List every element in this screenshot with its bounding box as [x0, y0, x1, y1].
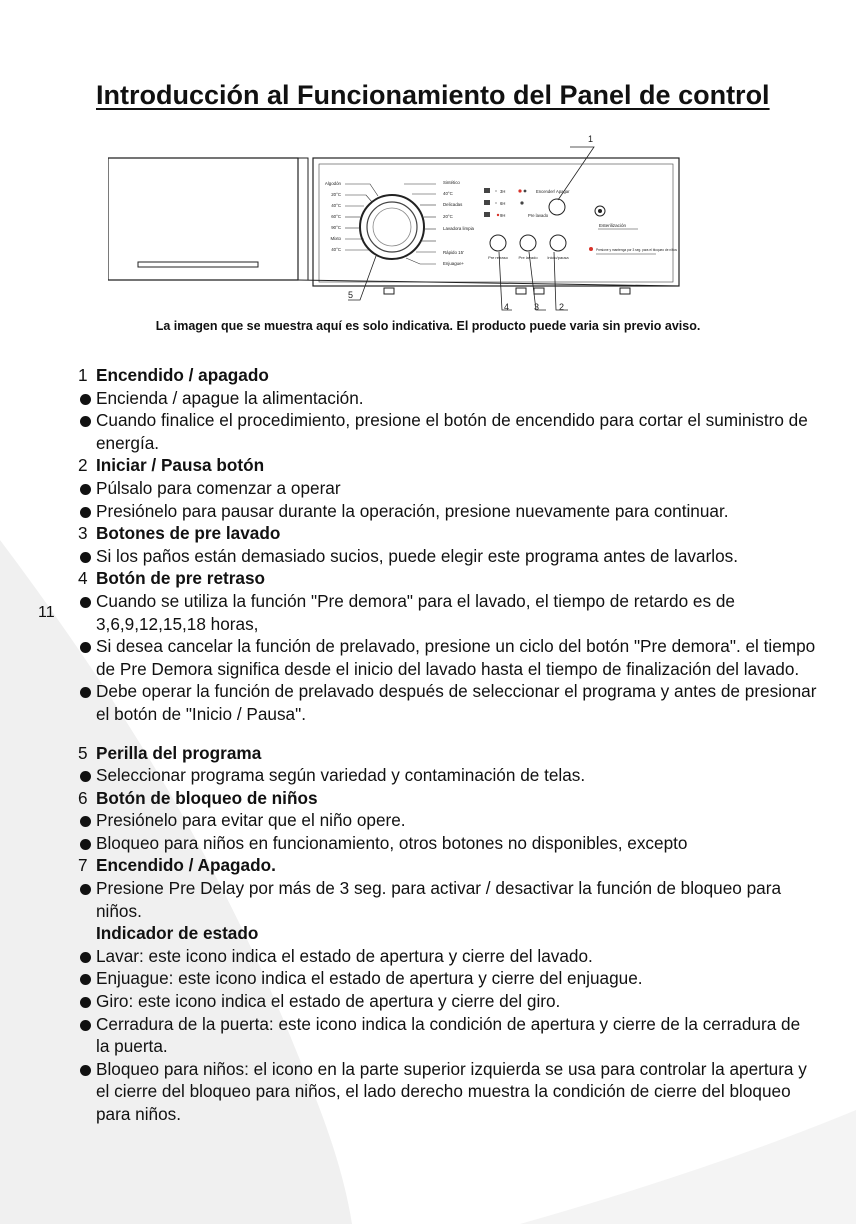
- bullet-item: Si los paños están demasiado sucios, puede elegir este programa antes de lavarlos.: [78, 545, 818, 568]
- program-label: Algodón: [324, 181, 341, 186]
- section-number: 2: [78, 455, 88, 476]
- section-heading: [78, 854, 818, 877]
- section-number: 4: [78, 568, 88, 589]
- section-gap: [78, 726, 818, 742]
- section-title: Encendido / apagado: [96, 365, 269, 385]
- button-label: Pre retraso: [488, 255, 508, 260]
- bullet-item: Cuando se utiliza la función "Pre demora" para el lavado, el tiempo de retardo es de 3,6,9,12,15,18 horas,: [78, 590, 818, 635]
- section-title: Iniciar / Pausa botón: [96, 455, 265, 476]
- bullet-item: Bloqueo para niños en funcionamiento, otros botones no disponibles, excepto: [78, 832, 818, 855]
- page-title: Introducción al Funcionamiento del Panel de control: [96, 80, 770, 110]
- section-number: 1: [78, 365, 88, 385]
- power-button[interactable]: [549, 199, 565, 215]
- program-label: Delicadas: [443, 202, 463, 207]
- pre-delay-button[interactable]: [490, 235, 506, 251]
- section-number: 3: [78, 523, 88, 544]
- section-title: Perilla del programa: [96, 742, 262, 763]
- section-heading: [78, 787, 818, 810]
- button-label: Inicio/pausa: [547, 255, 569, 260]
- section-number: 6: [78, 787, 88, 808]
- bullet-item: Presione Pre Delay por más de 3 seg. para activar / desactivar la función de bloqueo para niños.: [78, 877, 818, 922]
- start-pause-button[interactable]: [550, 235, 566, 251]
- button-label: Pre lavado: [518, 255, 538, 260]
- program-label: 20°C: [331, 192, 341, 197]
- program-label: Enjuague+: [443, 261, 465, 266]
- status-label: 9H: [500, 213, 506, 218]
- bullet-item: Giro: este icono indica el estado de apertura y cierre del giro.: [78, 990, 818, 1013]
- instruction-list: [78, 364, 818, 1126]
- bullet-item: Púlsalo para comenzar a operar: [78, 477, 818, 500]
- section-number: 7: [78, 855, 88, 876]
- bullet-item: Bloqueo para niños: el icono en la parte superior izquierda se usa para controlar la apertura y el cierre del bloqueo para niños, el lado derecho muestra la condición de cierre del bloqueo para niños.: [78, 1058, 818, 1126]
- status-label: 3H: [500, 189, 506, 194]
- page-number: 11: [38, 604, 55, 621]
- program-label: Sintético: [443, 180, 460, 185]
- power-label: Encender/ Apagar: [536, 189, 570, 194]
- callout-label: 5: [348, 290, 354, 300]
- program-label: 90°C: [331, 225, 341, 230]
- section-heading: [78, 742, 818, 765]
- child-lock-note: Presione y mantenga por 3 seg. para el bloqueo de niños: [596, 248, 677, 252]
- program-label: 40°C: [443, 191, 453, 196]
- sterilize-label: Esterilización: [599, 223, 627, 228]
- program-knob: [360, 195, 424, 259]
- section-title: Botones de pre lavado: [96, 523, 281, 544]
- section-title: Botón de bloqueo de niños: [96, 787, 318, 808]
- section-heading: [78, 922, 818, 945]
- bullet-item: Lavar: este icono indica el estado de apertura y cierre del lavado.: [78, 945, 818, 968]
- section-title: Encendido / Apagado.: [96, 855, 276, 876]
- bullet-item: Debe operar la función de prelavado después de seleccionar el programa y antes de presionar el botón de "Inicio / Pausa".: [78, 680, 818, 725]
- callout-label: 4: [504, 302, 510, 312]
- section-number: 5: [78, 742, 88, 763]
- bullet-item: Encienda / apague la alimentación.: [78, 387, 818, 410]
- callout-label: 3: [534, 302, 540, 312]
- bullet-item: Enjuague: este icono indica el estado de apertura y cierre del enjuague.: [78, 967, 818, 990]
- program-label: Mixto: [330, 236, 341, 241]
- bullet-item: Si desea cancelar la función de prelavado, presione un ciclo del botón "Pre demora". el tiempo de Pre Demora significa desde el inicio del lavado hasta el tiempo de finalización del lavado.: [78, 635, 818, 680]
- section-heading: [78, 522, 818, 545]
- callout-label: 1: [588, 134, 594, 144]
- bullet-item: Cerradura de la puerta: este icono indica la condición de apertura y cierre de la cerradura de la puerta.: [78, 1013, 818, 1058]
- section-heading: [78, 454, 818, 477]
- bullet-item: Presiónelo para pausar durante la operación, presione nuevamente para continuar.: [78, 500, 818, 523]
- bullet-item: Cuando finalice el procedimiento, presione el botón de encendido para cortar el suministro de energía.: [78, 409, 818, 454]
- status-label: Pre lavado: [528, 213, 549, 218]
- program-label: 40°C: [331, 247, 341, 252]
- callout-label: 2: [559, 302, 565, 312]
- program-label: Lavadora limpia: [443, 226, 474, 231]
- section-title: Botón de pre retraso: [96, 568, 266, 589]
- bullet-item: Seleccionar programa según variedad y contaminación de telas.: [78, 764, 818, 787]
- program-label: 40°C: [331, 203, 341, 208]
- control-panel-diagram: [108, 130, 688, 320]
- program-label: Rápido 15': [443, 250, 464, 255]
- section-heading: [78, 567, 818, 590]
- prewash-button[interactable]: [520, 235, 536, 251]
- program-label: 20°C: [443, 214, 453, 219]
- status-label: 6H: [500, 201, 506, 206]
- child-lock-icon: [589, 247, 593, 251]
- image-disclaimer: La imagen que se muestra aquí es solo indicativa. El producto puede varia sin previo aviso.: [155, 319, 701, 333]
- program-label: 60°C: [331, 214, 341, 219]
- section-title: Indicador de estado: [96, 923, 259, 944]
- bullet-item: Presiónelo para evitar que el niño opere.: [78, 809, 818, 832]
- section-heading: [78, 364, 818, 387]
